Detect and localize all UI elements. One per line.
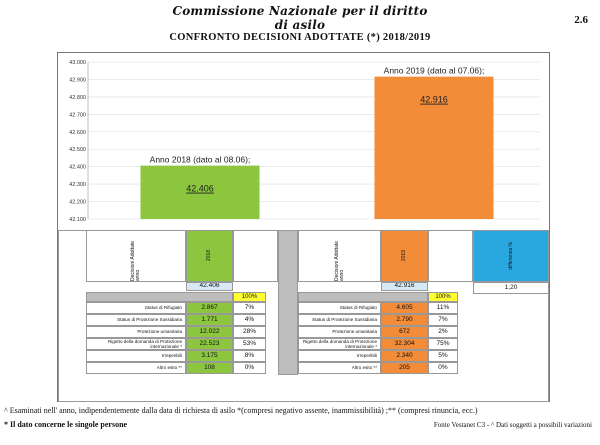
page-number: 2.6 [574,14,588,26]
row-label-2018: Status di Rifugiato [86,302,186,314]
y-tick-label: 42.900 [69,77,86,84]
row-value-2018: 2.867 [186,302,233,314]
row-value-2019: 672 [381,326,428,338]
header-empty-2019 [428,230,473,282]
y-tick-label: 42.800 [69,94,86,101]
row-value-2019: 205 [381,362,428,374]
row-pct-2018: 7% [233,302,266,314]
header-year-2019-text: 2019 [401,250,407,262]
row-value-2019: 32.304 [381,338,428,350]
row-label-2019: Irreperibili [298,350,381,362]
row-value-2019: 4.605 [381,302,428,314]
row-pct-2018: 28% [233,326,266,338]
header-diff-text: differenza % [507,242,514,270]
row-pct-2019: 0% [428,362,458,374]
commission-script-title: Commissione Nazionale per il diritto di asilo [172,4,428,32]
bar-chart [58,53,549,229]
y-tick-label: 42.700 [69,112,86,119]
total-2019: 42.916 [381,282,428,291]
y-tick-label: 42.300 [69,182,86,189]
grey-separator [278,230,298,375]
row-pct-2018: 4% [233,314,266,326]
header-decisioni-2019-text: Decisioni Adottate anno [333,240,345,281]
y-tick-label: 42.200 [69,199,86,206]
y-tick-label: 42.600 [69,129,86,136]
row-label-2019: Protezione umanitaria [298,326,381,338]
row-pct-2019: 75% [428,338,458,350]
row-pct-2019: 11% [428,302,458,314]
row-value-2019: 2.340 [381,350,428,362]
header-diff [473,230,549,282]
header-year-2018-text: 2018 [206,250,212,262]
footnote-2: * Il dato concerne le singole persone [4,420,128,429]
row-label-2018: Protezione umanitaria [86,326,186,338]
header-decisioni-2019 [298,230,381,282]
page-title: CONFRONTO DECISIONI ADOTTATE (*) 2018/2019 [169,32,431,43]
grey-band-2018 [86,292,233,302]
bar-value-label: 42.406 [186,183,214,194]
row-value-2018: 3.175 [186,350,233,362]
header-decisioni-2018 [86,230,186,282]
row-label-2018: Status di Protezione Sussidiaria [86,314,186,326]
row-value-2018: 1.771 [186,314,233,326]
y-tick-label: 42.100 [69,217,86,223]
pct-total-2019: 100% [428,292,458,302]
row-value-2018: 22.523 [186,338,233,350]
y-tick-label: 42.400 [69,164,86,171]
row-pct-2018: 0% [233,362,266,374]
diff-value: 1,20 [473,282,549,294]
pct-total-2018: 100% [233,292,266,302]
row-label-2019: Status di Protezione Sussidiaria [298,314,381,326]
y-tick-label: 42.500 [69,147,86,154]
header-decisioni-2018-text: Decisioni Adottate anno [130,240,141,281]
row-label-2018: Irreperibili [86,350,186,362]
bar-category-label: Anno 2018 (dato al 08.06); [149,154,251,165]
row-value-2018: 12.022 [186,326,233,338]
bar-category-label: Anno 2019 (dato al 07.06); [383,65,485,76]
row-label-2019: Rigetto della domanda di Protezione internazionale * [298,338,381,350]
row-value-2018: 108 [186,362,233,374]
row-label-2018: Altro esito ** [86,362,186,374]
row-pct-2019: 5% [428,350,458,362]
header-year-2018 [186,230,233,282]
comparison-table [58,230,549,402]
row-pct-2019: 2% [428,326,458,338]
row-pct-2018: 53% [233,338,266,350]
report-frame [57,52,550,402]
source-note: Fonte Vestanet C3 - ^ Dati soggetti a possibili variazioni [433,421,592,429]
row-label-2018: Rigetto della domanda di Protezione internazionale * [86,338,186,350]
grey-band-2019 [298,292,428,302]
row-label-2019: Altro esito ** [298,362,381,374]
header-empty-2018 [233,230,278,282]
row-pct-2018: 8% [233,350,266,362]
bar-value-label: 42.916 [420,94,448,105]
bar-chart-svg [58,53,549,229]
row-pct-2019: 7% [428,314,458,326]
footnote-1: ^ Esaminati nell' anno, indipendentemente dalla data di richiesta di asilo *(compresi negativo assente, inammissibilità) ;** (compresi rinuncia, ecc.) [4,406,478,415]
total-2018: 42.406 [186,282,233,291]
row-value-2019: 2.790 [381,314,428,326]
row-label-2019: Status di Rifugiato [298,302,381,314]
y-tick-label: 43.000 [69,60,86,66]
header-year-2019 [381,230,428,282]
